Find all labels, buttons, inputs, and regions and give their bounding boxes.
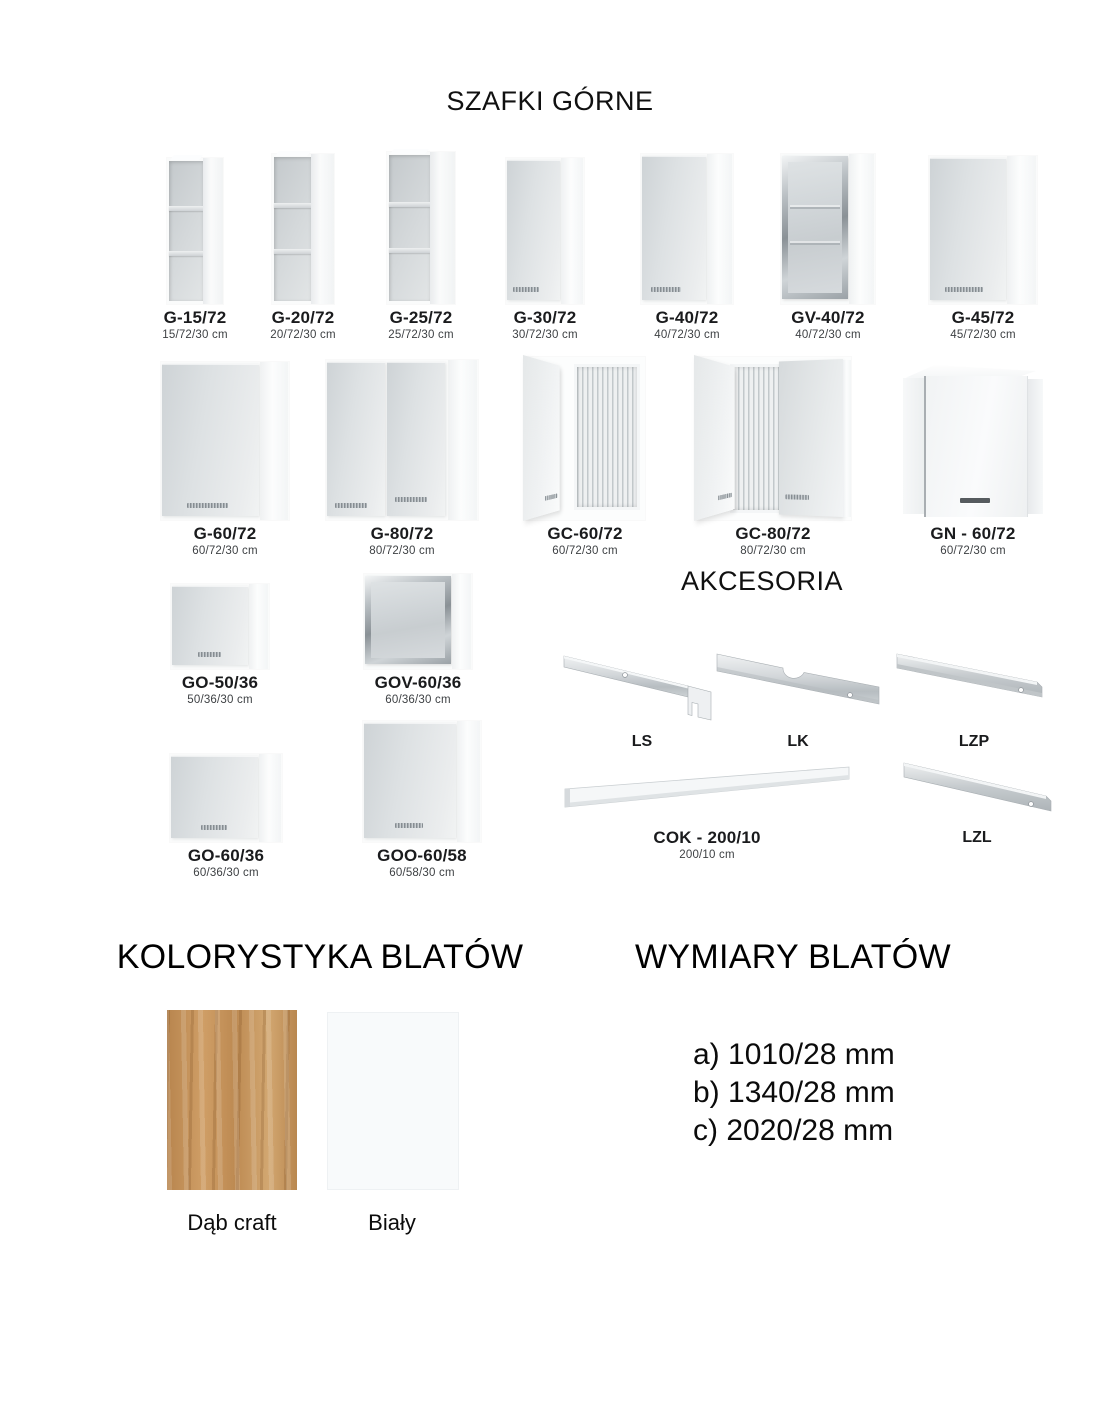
cabinet-side-panel — [843, 360, 851, 517]
handle — [513, 287, 538, 292]
shelf — [790, 207, 841, 209]
product-model: G-40/72 — [655, 308, 719, 327]
product-caption — [343, 673, 493, 708]
handle — [198, 652, 221, 657]
worktop-dimension-a: a) 1010/28 mm — [693, 1038, 895, 1071]
product-card-g-25-72 — [351, 144, 491, 343]
shelf — [274, 249, 311, 254]
product-model: G-60/72 — [193, 524, 257, 543]
product-dimensions: 60/36/30 cm — [385, 694, 451, 706]
shelf — [274, 203, 311, 208]
cabinet-illustration — [322, 352, 482, 520]
handle — [785, 494, 809, 500]
cabinet-interior — [274, 157, 311, 301]
door-cabinet-drawing — [161, 362, 289, 520]
open-shelf-cabinet-drawing — [272, 154, 334, 304]
cabinet-side-panel — [430, 152, 455, 304]
section-title-kolorystyka: KOLORYSTYKA BLATÓW — [116, 938, 524, 976]
connector-strip-drawing — [562, 640, 722, 728]
corner-door-face — [924, 376, 1028, 517]
cabinet-illustration — [913, 144, 1053, 304]
plinth-strip-drawing — [561, 762, 853, 824]
product-card-gn-60-72 — [893, 352, 1053, 559]
swatch-dab-craft — [167, 1010, 297, 1190]
accessory-label: LZL — [962, 829, 992, 846]
product-card-gv-40-72 — [758, 144, 898, 343]
product-card-gov-60-36 — [343, 572, 493, 708]
cabinet-side-left — [903, 378, 924, 515]
product-caption — [617, 308, 757, 343]
shelf — [169, 206, 203, 211]
cabinet-door-right — [779, 359, 843, 517]
product-model: G-30/72 — [513, 308, 577, 327]
product-dimensions: 25/72/30 cm — [388, 329, 454, 341]
cabinet-side-panel — [311, 154, 334, 304]
product-dimensions: 40/72/30 cm — [795, 329, 861, 341]
handle — [945, 287, 983, 292]
cabinet-illustration — [351, 144, 491, 304]
product-dimensions: 30/72/30 cm — [512, 329, 578, 341]
swatch-bialy — [327, 1012, 459, 1190]
product-model: GO-60/36 — [187, 846, 265, 865]
cabinet-door — [930, 158, 1006, 300]
product-caption — [913, 308, 1053, 343]
product-dimensions: 60/58/30 cm — [389, 867, 455, 879]
product-model: GOO-60/58 — [377, 846, 467, 865]
accessory-illustration — [562, 640, 722, 728]
accessory-caption — [894, 732, 1054, 752]
product-card-gc-80-72 — [693, 352, 853, 559]
accessory-illustration — [713, 640, 883, 728]
cabinet-side-panel — [457, 721, 480, 842]
product-dimensions: 60/72/30 cm — [940, 545, 1006, 557]
aluminium-frame — [782, 156, 848, 299]
cabinet-illustration — [505, 352, 665, 520]
product-card-go-60-36 — [151, 716, 301, 881]
product-dimensions: 80/72/30 cm — [369, 545, 435, 557]
product-caption — [145, 673, 295, 708]
door-cabinet-drawing — [641, 154, 733, 304]
cabinet-illustration — [145, 572, 295, 669]
product-card-g-45-72 — [913, 144, 1053, 343]
product-caption — [145, 524, 305, 559]
product-caption — [693, 524, 853, 559]
accessory-caption — [552, 828, 862, 863]
worktop-dimensions-list — [693, 1036, 895, 1150]
product-dimensions: 60/72/30 cm — [192, 545, 258, 557]
accessory-card-cok — [552, 762, 862, 863]
cabinet-side-panel — [249, 584, 268, 669]
connector-strip-drawing — [713, 640, 883, 728]
flip-door — [171, 756, 258, 838]
cabinet-interior — [389, 155, 430, 301]
handle — [960, 498, 990, 503]
handle — [651, 287, 681, 292]
cabinet-side-right — [1028, 379, 1043, 514]
product-caption — [347, 846, 497, 881]
cabinet-interior — [169, 161, 203, 301]
cabinet-illustration — [758, 144, 898, 304]
product-model: GO-50/36 — [181, 673, 259, 692]
product-model: GOV-60/36 — [374, 673, 462, 692]
product-dimensions: 60/72/30 cm — [552, 545, 618, 557]
flip-door — [172, 586, 248, 665]
dish-drainer-rack — [730, 364, 786, 513]
open-shelf-cabinet-drawing — [167, 158, 223, 304]
cabinet-illustration — [893, 352, 1053, 520]
flip-door-cabinet-drawing — [170, 754, 282, 842]
handle — [201, 825, 227, 830]
product-caption — [322, 524, 482, 559]
product-card-g-60-72 — [145, 352, 305, 559]
cabinet-side-panel — [1007, 156, 1036, 304]
cabinet-illustration — [347, 716, 497, 842]
product-caption — [475, 308, 615, 343]
product-dimensions: 80/72/30 cm — [740, 545, 806, 557]
accessory-card-lzp — [894, 640, 1054, 752]
glass-pane — [371, 582, 445, 658]
product-card-gc-60-72 — [505, 352, 665, 559]
shelf — [389, 202, 430, 207]
accessory-label: LS — [631, 733, 653, 750]
accessory-label: LZP — [958, 733, 990, 750]
glass-door-cabinet-drawing — [781, 154, 875, 304]
cabinet-door — [507, 160, 560, 300]
open-cabinet-door — [523, 355, 560, 521]
accessory-card-lzl — [897, 758, 1057, 848]
shelf — [790, 243, 841, 245]
cabinet-illustration — [343, 572, 493, 669]
product-dimensions: 20/72/30 cm — [270, 329, 336, 341]
flip-door — [364, 723, 456, 838]
accessory-caption — [562, 732, 722, 752]
swatch-label-dab-craft: Dąb craft — [187, 1210, 277, 1235]
accessory-label: COK - 200/10 — [653, 828, 761, 847]
cabinet-illustration — [693, 352, 853, 520]
accessory-caption — [713, 732, 883, 752]
product-model: G-15/72 — [163, 308, 227, 327]
product-dimensions: 45/72/30 cm — [950, 329, 1016, 341]
handle — [187, 503, 228, 508]
product-caption — [893, 524, 1053, 559]
product-caption — [505, 524, 665, 559]
dish-drainer-rack — [574, 364, 640, 510]
door-cabinet-drawing — [929, 156, 1037, 304]
product-card-g-80-72 — [322, 352, 482, 559]
accessory-illustration — [894, 640, 1054, 728]
cabinet-side-panel — [849, 154, 874, 304]
edge-strip-drawing — [901, 758, 1053, 824]
flip-door-cabinet-drawing — [363, 721, 481, 842]
product-card-goo-60-58 — [347, 716, 497, 881]
accessory-caption — [897, 828, 1057, 848]
handle — [544, 494, 556, 501]
product-model: GC-60/72 — [547, 524, 623, 543]
cabinet-illustration — [617, 144, 757, 304]
cabinet-illustration — [475, 144, 615, 304]
handle — [335, 503, 367, 508]
cabinet-illustration — [151, 716, 301, 842]
flip-door-cabinet-drawing — [171, 584, 269, 669]
cabinet-door-right — [387, 362, 445, 516]
product-model: G-80/72 — [370, 524, 434, 543]
product-model: GV-40/72 — [791, 308, 865, 327]
cabinet-side-panel — [707, 154, 732, 304]
product-model: GC-80/72 — [735, 524, 811, 543]
open-door-drainer-cabinet-drawing — [696, 357, 851, 520]
product-model: G-45/72 — [951, 308, 1015, 327]
accessory-dimensions: 200/10 cm — [679, 849, 735, 861]
accessory-illustration — [552, 762, 862, 824]
product-card-g-30-72 — [475, 144, 615, 343]
open-shelf-cabinet-drawing — [387, 152, 455, 304]
handle — [395, 497, 427, 502]
product-caption — [758, 308, 898, 343]
accessory-label: LK — [787, 733, 809, 750]
double-door-cabinet-drawing — [326, 360, 478, 520]
product-caption — [351, 308, 491, 343]
aluminium-frame — [365, 576, 451, 664]
cabinet-side-panel — [561, 158, 583, 304]
edge-strip-drawing — [894, 640, 1054, 728]
cabinet-side-panel — [260, 362, 288, 520]
product-dimensions: 50/36/30 cm — [187, 694, 253, 706]
glass-flip-door-cabinet-drawing — [364, 574, 472, 669]
worktop-dimension-b: b) 1340/28 mm — [693, 1076, 895, 1109]
shelf — [169, 251, 203, 256]
open-cabinet-door — [694, 355, 735, 521]
section-title-akcesoria: AKCESORIA — [680, 566, 844, 596]
section-title-wymiary: WYMIARY BLATÓW — [635, 938, 951, 976]
glass-pane — [788, 162, 842, 293]
cabinet-door — [162, 364, 259, 516]
product-card-g-40-72 — [617, 144, 757, 343]
worktop-dimension-c: c) 2020/28 mm — [693, 1114, 894, 1147]
product-dimensions: 40/72/30 cm — [654, 329, 720, 341]
open-door-drainer-cabinet-drawing — [525, 357, 645, 520]
cabinet-side-panel — [452, 574, 471, 669]
cabinet-side-panel — [448, 360, 477, 520]
product-model: G-25/72 — [389, 308, 453, 327]
product-model: G-20/72 — [271, 308, 335, 327]
swatch-label-bialy: Biały — [368, 1210, 416, 1235]
product-model: GN - 60/72 — [930, 524, 1016, 543]
section-title-szafki-gorne: SZAFKI GÓRNE — [446, 86, 654, 116]
product-dimensions: 60/36/30 cm — [193, 867, 259, 879]
cabinet-side-panel — [203, 158, 223, 304]
handle — [395, 823, 423, 828]
shelf — [389, 248, 430, 253]
corner-cabinet-drawing — [903, 370, 1043, 520]
product-card-go-50-36 — [145, 572, 295, 708]
product-dimensions: 15/72/30 cm — [162, 329, 228, 341]
cabinet-illustration — [145, 352, 305, 520]
door-cabinet-drawing — [506, 158, 584, 304]
accessory-illustration — [897, 758, 1057, 824]
handle — [718, 493, 732, 501]
cabinet-side-panel — [259, 754, 281, 842]
product-caption — [151, 846, 301, 881]
accessory-card-lk — [713, 640, 883, 752]
cabinet-door-left — [327, 362, 385, 516]
accessory-card-ls — [562, 640, 722, 752]
cabinet-door — [642, 156, 706, 300]
